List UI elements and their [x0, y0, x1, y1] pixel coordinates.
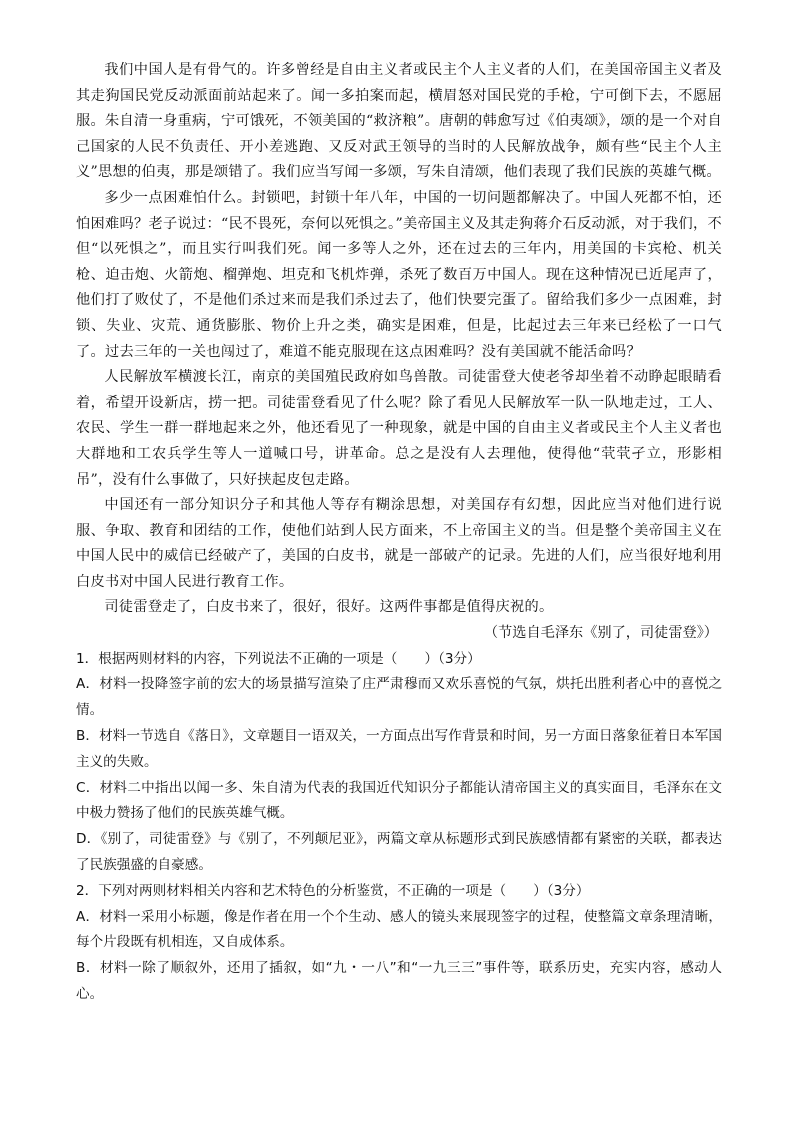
passage-paragraph-4: 中国还有一部分知识分子和其他人等存有糊涂思想，对美国存有幻想，因此应当对他们进行说服、争取、教育和团结的工作，使他们站到人民方面来，不上帝国主义的当。但是整个美帝国主义在中国人民中的威信已经破产了，美国的白皮书，就是一部破产的记录。先进的人们，应当很好地利用白皮书对中国人民进行教育工作。	[76, 497, 722, 590]
passage-paragraph-5: 司徒雷登走了，白皮书来了，很好，很好。这两件事都是值得庆祝的。	[104, 599, 554, 616]
question-1-stem: 1．根据两则材料的内容，下列说法不正确的一项是（ ）（3分）	[76, 650, 481, 667]
question-2-option-b: B．材料一除了顺叙外，还用了插叙，如“九・一八”和“一九三三”事件等，联系历史，充实内容，感动人心。	[76, 960, 722, 1003]
passage-paragraph-3: 人民解放军横渡长江，南京的美国殖民政府如鸟兽散。司徒雷登大使老爷却坐着不动睁起眼睛看着，希望开设新店，捞一把。司徒雷登看见了什么呢？除了看见人民解放军一队一队地走过，工人、农民、学生一群一群地起来之外，他还看见了一种现象，就是中国的自由主义者或民主个人主义者也大群地和工农兵学生等人一道喊口号，讲革命。总之是没有人去理他，使得他“茕茕孑立，形影相吊”，没有什么事做了，只好挟起皮包走路。	[76, 369, 722, 488]
question-2-option-a: A．材料一采用小标题，像是作者在用一个个生动、感人的镜头来展现签字的过程，使整篇文章条理清晰，每个片段既有机相连，又自成体系。	[76, 908, 722, 951]
reading-passage	[76, 58, 722, 647]
question-1-option-c: C．材料二中指出以闻一多、朱自清为代表的我国近代知识分子都能认清帝国主义的真实面目，毛泽东在文中极力赞扬了他们的民族英雄气概。	[76, 779, 722, 822]
question-1	[76, 647, 722, 879]
exam-page	[76, 58, 722, 1008]
question-2-stem: 2．下列对两则材料相关内容和艺术特色的分析鉴赏，不正确的一项是（ ）（3分）	[76, 882, 590, 899]
question-1-option-a: A．材料一投降签字前的宏大的场景描写渲染了庄严肃穆而又欢乐喜悦的气氛，烘托出胜利者心中的喜悦之情。	[76, 676, 722, 719]
question-1-option-b: B．材料一节选自《落日》，文章题目一语双关，一方面点出写作背景和时间，另一方面日落象征着日本军国主义的失败。	[76, 728, 722, 770]
passage-paragraph-2: 多少一点困难怕什么。封锁吧，封锁十年八年，中国的一切问题都解决了。中国人死都不怕，还怕困难吗？老子说过：“民不畏死，奈何以死惧之。”美帝国主义及其走狗蒋介石反动派，对于我们，不但“以死惧之”，而且实行叫我们死。闻一多等人之外，还在过去的三年内，用美国的卡宾枪、机关枪、迫击炮、火箭炮、榴弹炮、坦克和飞机炸弹，杀死了数百万中国人。现在这种情况已近尾声了，他们打了败仗了，不是他们杀过来而是我们杀过去了，他们快要完蛋了。留给我们多少一点困难，封锁、失业、灾荒、通货膨胀、物价上升之类，确实是困难，但是，比起过去三年来已经松了一口气了。过去三年的一关也闯过了，难道不能克服现在这点困难吗？没有美国就不能活命吗？	[76, 189, 722, 360]
question-1-option-d: D．《别了，司徒雷登》与《别了，不列颠尼亚》，两篇文章从标题形式到民族感情都有紧密的关联，都表达了民族强盛的自豪感。	[76, 831, 722, 874]
passage-paragraph-1: 我们中国人是有骨气的。许多曾经是自由主义者或民主个人主义者的人们，在美国帝国主义者及其走狗国民党反动派面前站起来了。闻一多拍案而起，横眉怒对国民党的手枪，宁可倒下去，不愿屈服。朱自清一身重病，宁可饿死，不领美国的“救济粮”。唐朝的韩愈写过《伯夷颂》，颂的是一个对自己国家的人民不负责任、开小差逃跑、又反对武王领导的当时的人民解放战争，颇有些“民主个人主义”思想的伯夷，那是颂错了。我们应当写闻一多颂，写朱自清颂，他们表现了我们民族的英雄气概。	[76, 62, 722, 181]
passage-source: （节选自毛泽东《别了，司徒雷登》）	[483, 625, 718, 642]
question-2	[76, 879, 722, 1008]
